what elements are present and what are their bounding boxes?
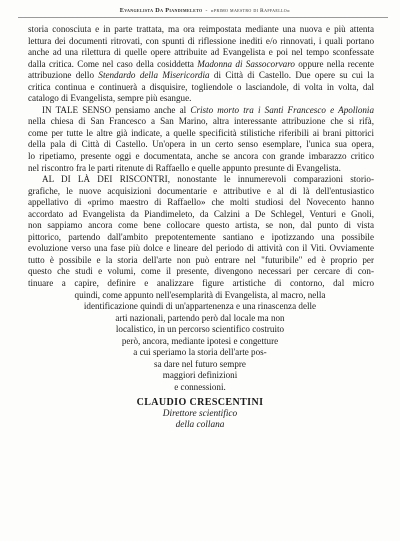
- text-run: storia conosciuta e in parte trattata, ma ora reimpostata mediante una nuova e più attenta: [28, 24, 374, 34]
- text-run: IN TALE SENSO pensiamo anche al: [42, 104, 191, 115]
- text-run: grafiche, le nuove acquisizioni documentarie e attributive e al di là dell'entusiastico: [28, 185, 374, 196]
- text-line: [28, 116, 374, 128]
- text-line: [28, 59, 374, 71]
- italic-title: Cristo morto tra i Santi Francesco e Apollonia: [190, 104, 374, 115]
- text-line: [28, 93, 374, 105]
- text-run: della pala di Città di Castello. Un'opera in un certo senso esemplare, l'unica sua opera,: [28, 139, 374, 150]
- body-text: [28, 24, 374, 290]
- text-line: [28, 151, 374, 163]
- centered-line: localistico, in un percorso scientifico costruito: [115, 324, 285, 335]
- text-run: come per tutte le altre già indicate, a quelle specificità stilistiche riferibili ai brani pittorici: [28, 127, 374, 138]
- text-line: [28, 105, 374, 117]
- centered-line: a cui speriamo la storia dell'arte pos-: [133, 347, 267, 358]
- text-run: non sappiamo ancora come bene collocare questo artista, se non, dal punto di vista: [28, 220, 374, 231]
- text-run: accordato ad Evangelista da Piandimeleto, da Calzini a De Schlegel, Venturi e Gnoli,: [28, 208, 374, 219]
- header-rule: [18, 17, 388, 18]
- signature-name: CLAUDIO CRESCENTINI: [136, 396, 264, 408]
- text-run: lo ripetiamo, presente oggi e documentata, anche se ancora con grande imbarazzo critico: [28, 151, 374, 162]
- text-run: tutto è possibile e la storia dell'arte non può entrare nel "futuribile" ed è proprio per: [28, 254, 374, 265]
- text-run: catalogo di Evangelista, sempre più esangue.: [28, 93, 192, 104]
- centered-line: però, ancora, mediante ipotesi e congetture: [121, 335, 279, 346]
- text-run: AL DI LÀ DEI RISCONTRI, nonostante le innumerevoli comparazioni storio-: [42, 174, 374, 185]
- centered-line: e connessioni.: [174, 382, 226, 393]
- text-run: evoluzione verso una fase più dolce e lineare del periodo di attività con il Viti. Ovviamente: [28, 243, 374, 254]
- text-run: questo che studi e volumi, come il presente, divengono necessari per cercare di con-: [28, 266, 374, 277]
- text-line: [28, 128, 374, 140]
- text-run: anche ad una rilettura di quelle opere attribuite ad Evangelista e poi nel tempo sconfessate: [28, 47, 374, 58]
- text-line: [28, 47, 374, 59]
- signature-block: [20, 397, 380, 432]
- centered-line: arti nazionali, partendo però dal locale ma non: [115, 312, 285, 323]
- running-header: [40, 7, 370, 14]
- text-line: [28, 139, 374, 151]
- text-run: attribuzione dello: [28, 70, 99, 81]
- text-run: critica continua e continuerà a disquisire, togliendole o lasciandole, di volta in volta, dal: [28, 81, 374, 92]
- text-line: [28, 220, 374, 232]
- centered-line: maggiori definizioni: [162, 370, 238, 381]
- text-line: [28, 243, 374, 255]
- text-run: di Città di Castello. Due opere su cui la: [209, 70, 374, 81]
- text-line: [28, 24, 374, 36]
- header-separator: -: [205, 8, 208, 14]
- text-run: oppure nella recente: [294, 58, 374, 69]
- text-line: [28, 266, 374, 278]
- text-run: nella chiesa di San Francesco a San Marino, altra interessante attribuzione che si rifà,: [28, 116, 374, 127]
- text-line: [28, 255, 374, 267]
- centered-line: identificazione quindi di un'appartenenza e una rinascenza delle: [83, 301, 317, 312]
- text-line: [28, 186, 374, 198]
- signature-role-line-2: della collana: [175, 420, 225, 431]
- text-run: dalla critica. Come nel caso della cosiddetta: [28, 58, 198, 69]
- text-line: [28, 70, 374, 82]
- text-line: [28, 82, 374, 94]
- text-run: pittorico, partendo dall'ambito prepotentemente santiano e ipotizzando una possibile: [28, 231, 374, 242]
- centered-closing-text: [20, 290, 380, 394]
- text-line: [28, 36, 374, 48]
- header-title: «primo maestro di Raffaello»: [210, 8, 291, 14]
- text-run: lettura dei documenti ritrovati, con spunti di riflessione inediti e/o rinnovati, i quali portano: [28, 35, 374, 46]
- centered-line: quindi, come appunto nell'esemplarità di Evangelista, al macro, nella: [74, 289, 326, 300]
- header-author: Evangelista Da Piandimeleto: [119, 7, 203, 14]
- text-run: tinuare a capire, definire e analizzare figure artistiche di contorno, dal micro: [28, 278, 374, 289]
- text-run: nel riscontro fra le parti ritenute di Raffaello e quelle appunto presunte di Evangelista.: [28, 162, 341, 173]
- italic-title: Madonna di Sassocorvaro: [197, 58, 295, 69]
- text-run: appellativo di «primo maestro di Raffaello» che molti studiosi del Novecento hanno: [28, 197, 374, 208]
- text-line: [28, 174, 374, 186]
- signature-role: Direttore scientifico: [162, 408, 238, 419]
- centered-line: sa dare nel futuro sempre: [154, 358, 246, 369]
- text-line: [28, 163, 374, 175]
- text-line: [28, 278, 374, 290]
- text-line: [28, 209, 374, 221]
- text-line: [28, 232, 374, 244]
- italic-title: Stendardo della Misericordia: [98, 70, 210, 81]
- text-line: [28, 197, 374, 209]
